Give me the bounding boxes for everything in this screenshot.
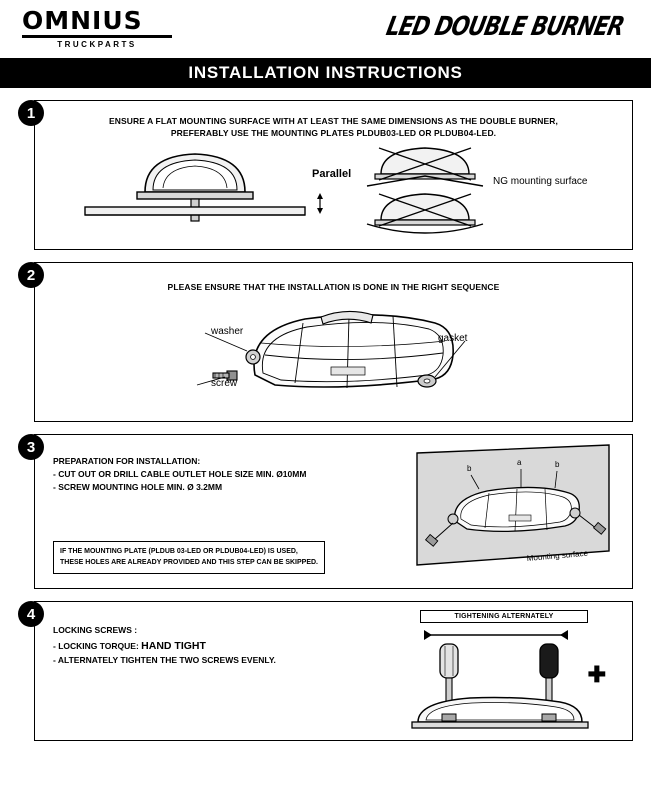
step-2-box xyxy=(34,262,633,422)
label-washer: washer xyxy=(211,326,244,338)
step-3-note xyxy=(53,541,325,574)
brand-logo xyxy=(22,8,172,49)
step-3-number: 3 xyxy=(18,434,44,460)
plus-icon: ✚ xyxy=(587,662,606,687)
step-4-bullet-2: - ALTERNATELY TIGHTEN THE TWO SCREWS EVENLY. xyxy=(53,655,276,666)
step-2-figure xyxy=(35,293,632,408)
svg-text:b: b xyxy=(555,460,560,469)
step-2 xyxy=(18,262,633,422)
step-4-heading: LOCKING SCREWS : xyxy=(53,625,138,635)
step-4-bullet-1-prefix: - LOCKING TORQUE: xyxy=(53,640,142,651)
ng-surface-diagram-top xyxy=(365,140,485,188)
step-2-number: 2 xyxy=(18,262,44,288)
brand-subtitle: TRUCKPARTS xyxy=(57,40,137,49)
step-3-note-line2: THESE HOLES ARE ALREADY PROVIDED AND THIS STEP CAN BE SKIPPED. xyxy=(60,558,319,566)
step-3-bullet-1: - CUT OUT OR DRILL CABLE OUTLET HOLE SIZE MIN. Ø10MM xyxy=(53,468,307,479)
step-2-text: PLEASE ENSURE THAT THE INSTALLATION IS DONE IN THE RIGHT SEQUENCE xyxy=(167,282,500,292)
mounting-surface-diagram xyxy=(409,443,624,573)
product-logo: LED DOUBLE BURNER xyxy=(383,11,627,41)
step-1-box xyxy=(34,100,633,250)
svg-text:Mounting surface: Mounting surface xyxy=(526,548,589,563)
tightening-alternately-label: TIGHTENING ALTERNATELY xyxy=(454,613,554,620)
svg-text:a: a xyxy=(517,458,522,467)
flat-surface-diagram xyxy=(75,142,375,242)
step-1 xyxy=(18,100,633,250)
exploded-lamp-diagram xyxy=(135,293,535,408)
step-1-text-line2: PREFERABLY USE THE MOUNTING PLATES PLDUB03-LED OR PLDUB04-LED. xyxy=(170,128,497,139)
tightening-alternately-banner xyxy=(420,610,588,623)
page-title: INSTALLATION INSTRUCTIONS xyxy=(188,63,463,82)
label-gasket: gasket xyxy=(438,333,468,345)
brand-divider xyxy=(22,35,172,38)
label-screw: screw xyxy=(211,378,238,390)
page-title-bar xyxy=(0,58,651,88)
brand-name: OMNIUS xyxy=(22,6,143,35)
step-4-box xyxy=(34,601,633,741)
svg-text:b: b xyxy=(467,464,472,473)
label-ng-mounting-surface: NG mounting surface xyxy=(493,175,588,187)
ng-surface-diagram-bottom xyxy=(365,190,485,238)
step-1-figures xyxy=(35,140,632,240)
instructions-content xyxy=(0,88,651,741)
step-4 xyxy=(18,601,633,741)
step-4-bullet-1-strong: HAND TIGHT xyxy=(141,639,206,652)
page-header xyxy=(0,0,651,58)
step-3-heading: PREPARATION FOR INSTALLATION: xyxy=(53,456,201,466)
step-3 xyxy=(18,434,633,589)
step-3-note-line1: IF THE MOUNTING PLATE (PLDUB 03-LED OR PLDUB04-LED) IS USED, xyxy=(60,548,298,555)
label-parallel: Parallel xyxy=(312,167,352,180)
step-1-text-line1: ENSURE A FLAT MOUNTING SURFACE WITH AT LEAST THE SAME DIMENSIONS AS THE DOUBLE BURNER, xyxy=(108,116,559,126)
step-3-bullet-2: - SCREW MOUNTING HOLE MIN. Ø 3.2MM xyxy=(53,481,223,492)
step-4-number: 4 xyxy=(18,601,44,627)
step-1-number: 1 xyxy=(18,100,44,126)
step-3-box xyxy=(34,434,633,589)
